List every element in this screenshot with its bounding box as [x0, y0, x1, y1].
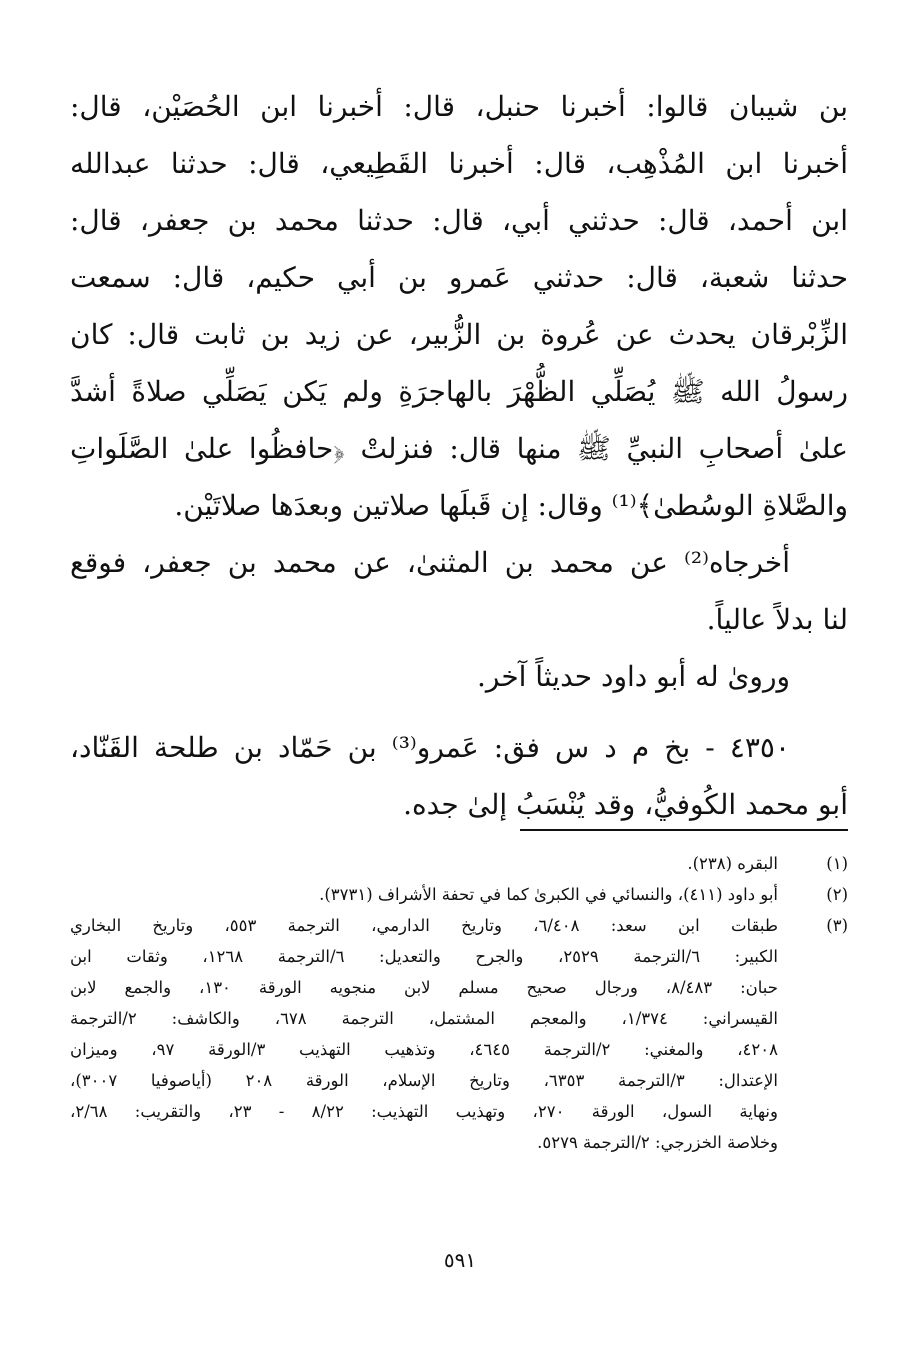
footnote-line: طبقات ابن سعد: ٦/٤٠٨، وتاريخ الدارمي، الترجمة ٥٥٣، وتاريخ البخاري: [70, 916, 778, 935]
footnote-line: حبان: ٨/٤٨٣، ورجال صحيح مسلم لابن منجويه الورقة ١٣٠، والجمع لابن: [70, 978, 778, 997]
text-line: لنا بدلاً عالياً.: [706, 603, 848, 636]
footnote: [70, 879, 848, 910]
footnote-line: القيسراني: ١/٣٧٤، والمعجم المشتمل، الترجمة ٦٧٨، والكاشف: ٢/الترجمة: [70, 1009, 778, 1028]
footnote-line: ٤٢٠٨، والمغني: ٢/الترجمة ٤٦٤٥، وتذهيب التهذيب ٣/الورقة ٩٧، وميزان: [70, 1040, 778, 1059]
footnote-number: (٢): [826, 885, 848, 904]
text-line: رسولُ الله ﷺ يُصَلِّي الظُّهْرَ بالهاجرَةِ ولم يَكن يَصَلِّي صلاةً أشدَّ: [70, 375, 848, 408]
entry-heading-line: ٤٣٥٠ - بخ م د س فق: عَمرو⁽³⁾ بن حَمّاد بن طلحة القَنّاد،: [70, 731, 790, 764]
text-line: أخبرنا ابن المُذْهِب، قال: أخبرنا القَطِيعي، قال: حدثنا عبدالله: [70, 147, 848, 180]
footnote-line: الكبير: ٦/الترجمة ٢٥٢٩، والجرح والتعديل: ٦/الترجمة ١٢٦٨، وثقات ابن: [70, 947, 778, 966]
text-line: علىٰ أصحابِ النبيِّ ﷺ منها قال: فنزلتْ ﴿حافظُوا علىٰ الصَّلَواتِ: [70, 432, 848, 465]
footnote-line: ونهاية السول، الورقة ٢٧٠، وتهذيب التهذيب: ٨/٢٢ - ٢٣، والتقريب: ٢/٦٨،: [70, 1102, 778, 1121]
spacer: [70, 705, 848, 719]
text-line: الزِّبْرقان يحدث عن عُروة بن الزُّبير، عن زيد بن ثابت قال: كان: [70, 318, 848, 351]
text-line: حدثنا شعبة، قال: حدثني عَمرو بن أبي حكيم، قال: سمعت: [70, 261, 848, 294]
footnote-line: أبو داود (٤١١)، والنسائي في الكبرىٰ كما في تحفة الأشراف (٣٧٣١).: [319, 885, 778, 904]
footnote: [70, 910, 848, 1158]
footnote-line: وخلاصة الخزرجي: ٢/الترجمة ٥٢٧٩.: [537, 1133, 778, 1152]
footnote-number: (١): [826, 854, 848, 873]
footnote-number: (٣): [826, 916, 848, 935]
text-line: ابن أحمد، قال: حدثني أبي، قال: حدثنا محمد بن جعفر، قال:: [70, 204, 848, 237]
text-line: وروىٰ له أبو داود حديثاً آخر.: [476, 660, 790, 693]
text-line: أخرجاه⁽²⁾ عن محمد بن المثنىٰ، عن محمد بن جعفر، فوقع: [70, 546, 790, 579]
footnote-divider: [520, 829, 848, 831]
page-number: ٥٩١: [443, 1248, 477, 1272]
main-text: [70, 78, 848, 833]
text-line: بن شيبان قالوا: أخبرنا حنبل، قال: أخبرنا ابن الحُصَيْن، قال:: [70, 90, 848, 123]
footnote: [70, 848, 848, 879]
footnotes: [70, 848, 848, 1158]
footnote-line: الإعتدال: ٣/الترجمة ٦٣٥٣، وتاريخ الإسلام، الورقة ٢٠٨ (أياصوفيا ٣٠٠٧)،: [70, 1071, 778, 1090]
entry-heading-line: أبو محمد الكُوفيُّ، وقد يُنْسَبُ إلىٰ جده.: [403, 788, 848, 821]
footnote-line: البقره (٢٣٨).: [687, 854, 778, 873]
text-line: والصَّلاةِ الوسُطىٰ﴾⁽¹⁾ وقال: إن قَبلَها صلاتين وبعدَها صلاتَيْن.: [174, 489, 848, 522]
